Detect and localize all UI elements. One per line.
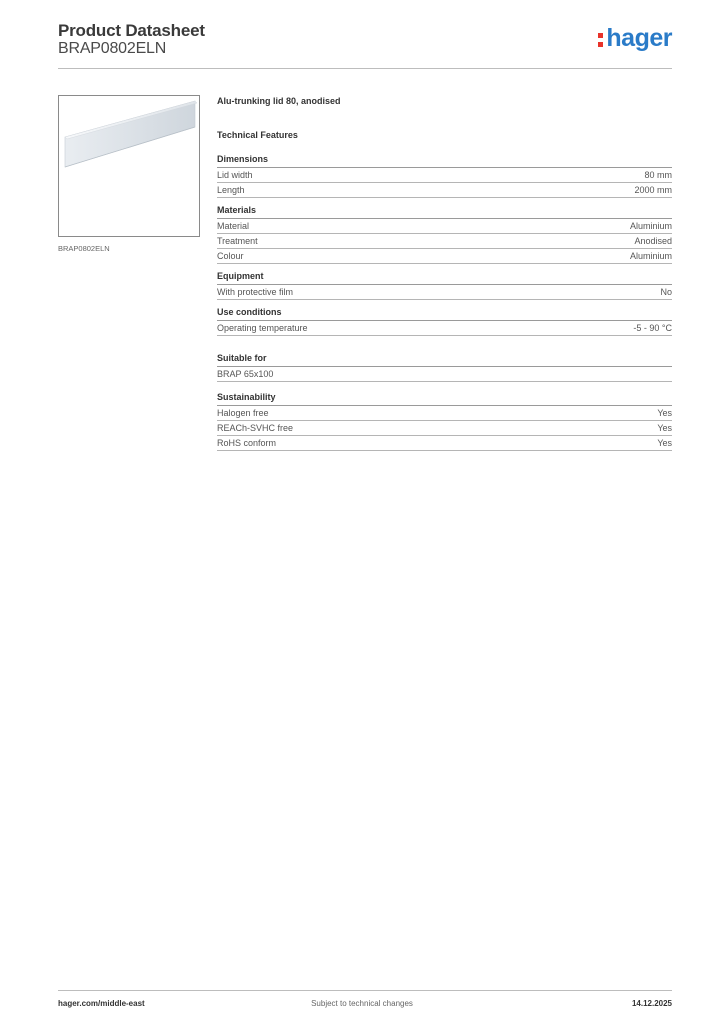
- spec-row: [217, 406, 672, 421]
- spec-value: -5 - 90 °C: [633, 323, 672, 333]
- spec-value: No: [660, 287, 672, 297]
- section-dimensions: [217, 154, 672, 198]
- spec-label: Colour: [217, 251, 244, 261]
- spec-row: [217, 367, 672, 382]
- spec-value: Yes: [657, 438, 672, 448]
- spec-row: [217, 234, 672, 249]
- spec-label: Operating temperature: [217, 323, 308, 333]
- technical-features-title: Technical Features: [217, 130, 298, 140]
- section-heading: Use conditions: [217, 307, 672, 321]
- spec-row: [217, 436, 672, 451]
- footer-divider: [58, 990, 672, 991]
- spec-label: BRAP 65x100: [217, 369, 274, 379]
- aluminium-lid-product-image: [59, 96, 199, 236]
- product-code: BRAP0802ELN: [58, 40, 167, 57]
- header-divider: [58, 68, 672, 69]
- section-heading: Sustainability: [217, 392, 672, 406]
- section-heading: Equipment: [217, 271, 672, 285]
- spec-label: Lid width: [217, 170, 253, 180]
- section-suitable-for: [217, 353, 672, 382]
- spec-value: Yes: [657, 423, 672, 433]
- spec-value: 2000 mm: [634, 185, 672, 195]
- product-title: Alu-trunking lid 80, anodised: [217, 96, 341, 106]
- section-heading: Suitable for: [217, 353, 672, 367]
- spec-row: [217, 285, 672, 300]
- spec-row: [217, 219, 672, 234]
- page-title: Product Datasheet: [58, 21, 205, 40]
- section-heading: Materials: [217, 205, 672, 219]
- section-sustainability: [217, 392, 672, 451]
- footer-website-link[interactable]: hager.com/middle-east: [58, 999, 145, 1008]
- spec-row: [217, 321, 672, 336]
- spec-label: Treatment: [217, 236, 258, 246]
- footer-notice: Subject to technical changes: [311, 999, 413, 1008]
- spec-row: [217, 168, 672, 183]
- image-caption: BRAP0802ELN: [58, 244, 110, 253]
- spec-row: [217, 421, 672, 436]
- spec-label: Length: [217, 185, 245, 195]
- logo-text: hager: [606, 24, 672, 52]
- spec-label: RoHS conform: [217, 438, 277, 448]
- spec-value: Aluminium: [629, 221, 672, 231]
- spec-row: [217, 183, 672, 198]
- spec-value: Yes: [657, 408, 672, 418]
- spec-label: REACh-SVHC free: [217, 423, 294, 433]
- section-materials: [217, 205, 672, 264]
- spec-content: [217, 96, 672, 458]
- section-equipment: [217, 271, 672, 300]
- spec-label: Halogen free: [217, 408, 269, 418]
- hager-logo: [598, 26, 672, 51]
- section-heading: Dimensions: [217, 154, 672, 168]
- spec-row: [217, 249, 672, 264]
- footer-date: 14.12.2025: [631, 999, 672, 1008]
- section-use-conditions: [217, 307, 672, 336]
- spec-label: Material: [217, 221, 250, 231]
- spec-value: Aluminium: [629, 251, 672, 261]
- spec-label: With protective film: [217, 287, 294, 297]
- spec-value: Anodised: [634, 236, 672, 246]
- spec-value: 80 mm: [644, 170, 672, 180]
- product-image: [58, 95, 200, 237]
- logo-dots-icon: [598, 33, 603, 51]
